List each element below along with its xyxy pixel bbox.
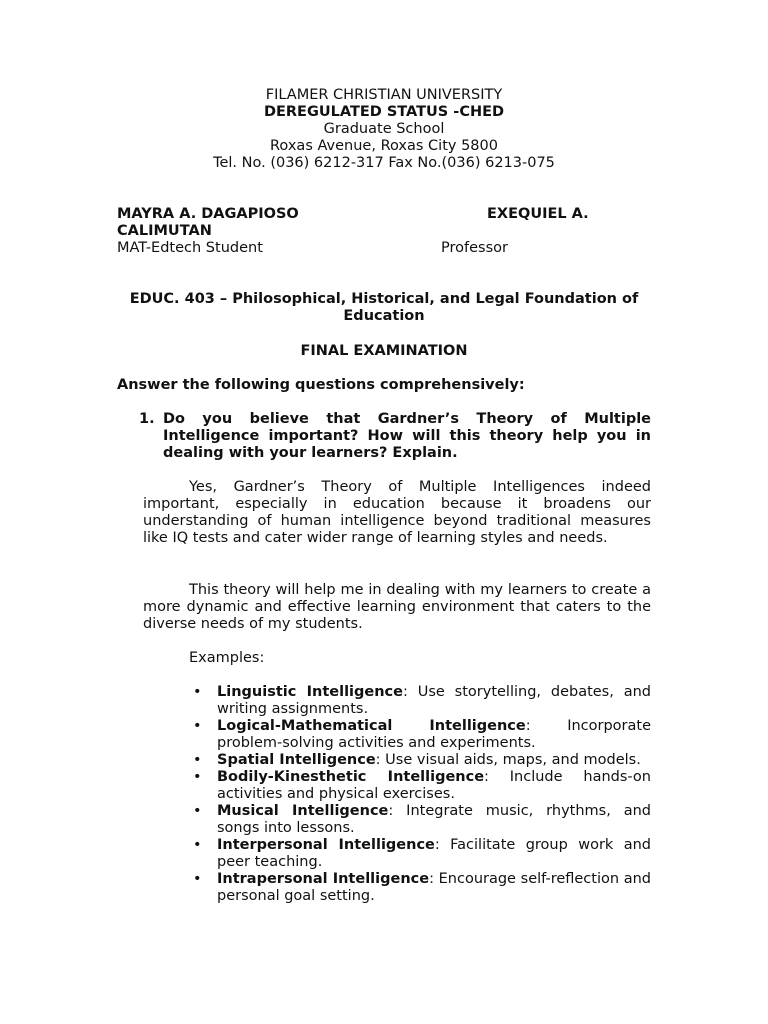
- answer-paragraph-1: Yes, Gardner’s Theory of Multiple Intelligences indeed important, especially in education because it broadens our understanding of human intelligence beyond traditional measures like IQ tests and cater wider range of learning styles and needs.: [143, 479, 651, 546]
- bullet-icon: •: [193, 871, 202, 887]
- student-role: MAT-Edtech Student: [117, 240, 263, 256]
- contact-line: Tel. No. (036) 6212-317 Fax No.(036) 6213-075: [213, 155, 555, 171]
- course-title: EDUC. 403 – Philosophical, Historical, and Legal Foundation of Education: [129, 291, 639, 324]
- list-item: [189, 837, 651, 871]
- intelligence-term: Interpersonal Intelligence: [217, 837, 435, 853]
- bullet-icon: •: [193, 684, 202, 700]
- bullet-icon: •: [193, 752, 202, 768]
- accreditation-status: DEREGULATED STATUS -CHED: [263, 104, 505, 120]
- intelligence-term: Logical-Mathematical Intelligence: [217, 718, 526, 734]
- intelligence-description: : Encourage self-reflection and personal goal setting.: [217, 871, 651, 904]
- exam-title: FINAL EXAMINATION: [300, 343, 468, 359]
- intelligence-description: : Incorporate problem-solving activities and experiments.: [217, 718, 652, 751]
- list-item: [189, 684, 651, 718]
- bullet-icon: •: [193, 769, 202, 785]
- professor-name-last: CALIMUTAN: [117, 223, 212, 239]
- list-item: [189, 718, 651, 752]
- question-item: [117, 411, 651, 462]
- intelligence-description: : Use visual aids, maps, and models.: [375, 752, 641, 768]
- university-name: FILAMER CHRISTIAN UNIVERSITY: [265, 87, 503, 103]
- list-item: [189, 752, 651, 769]
- bullet-icon: •: [193, 803, 202, 819]
- student-name: MAYRA A. DAGAPIOSO: [117, 206, 299, 222]
- intelligence-term: Spatial Intelligence: [217, 752, 376, 768]
- examples-label: Examples:: [189, 650, 265, 666]
- intelligence-term: Musical Intelligence: [217, 803, 389, 819]
- bullet-icon: •: [193, 718, 202, 734]
- intelligence-description: : Facilitate group work and peer teaching.: [217, 837, 651, 870]
- intelligence-description: : Use storytelling, debates, and writing assignments.: [217, 684, 651, 717]
- people-block: [117, 206, 651, 257]
- question-number: 1.: [139, 411, 155, 427]
- list-item: [189, 769, 651, 803]
- document-header: [0, 87, 768, 172]
- list-item: [189, 871, 651, 905]
- school-address: Roxas Avenue, Roxas City 5800: [270, 138, 498, 154]
- bullet-icon: •: [193, 837, 202, 853]
- school-name: Graduate School: [323, 121, 445, 137]
- examples-list: [189, 684, 651, 905]
- answer-paragraph-2: This theory will help me in dealing with my learners to create a more dynamic and effective learning environment that caters to the diverse needs of my students.: [143, 582, 651, 632]
- exam-instructions: Answer the following questions comprehensively:: [117, 377, 525, 393]
- intelligence-description: : Include hands-on activities and physical exercises.: [217, 769, 651, 802]
- intelligence-description: : Integrate music, rhythms, and songs into lessons.: [217, 803, 651, 836]
- intelligence-term: Linguistic Intelligence: [217, 684, 403, 700]
- intelligence-term: Bodily-Kinesthetic Intelligence: [217, 769, 485, 785]
- list-item: [189, 803, 651, 837]
- intelligence-term: Intrapersonal Intelligence: [217, 871, 430, 887]
- professor-name-first: EXEQUIEL A.: [487, 206, 589, 222]
- professor-role: Professor: [441, 240, 508, 256]
- question-text: Do you believe that Gardner’s Theory of Multiple Intelligence important? How will this theory help you in dealing with your learners? Explain.: [163, 411, 651, 461]
